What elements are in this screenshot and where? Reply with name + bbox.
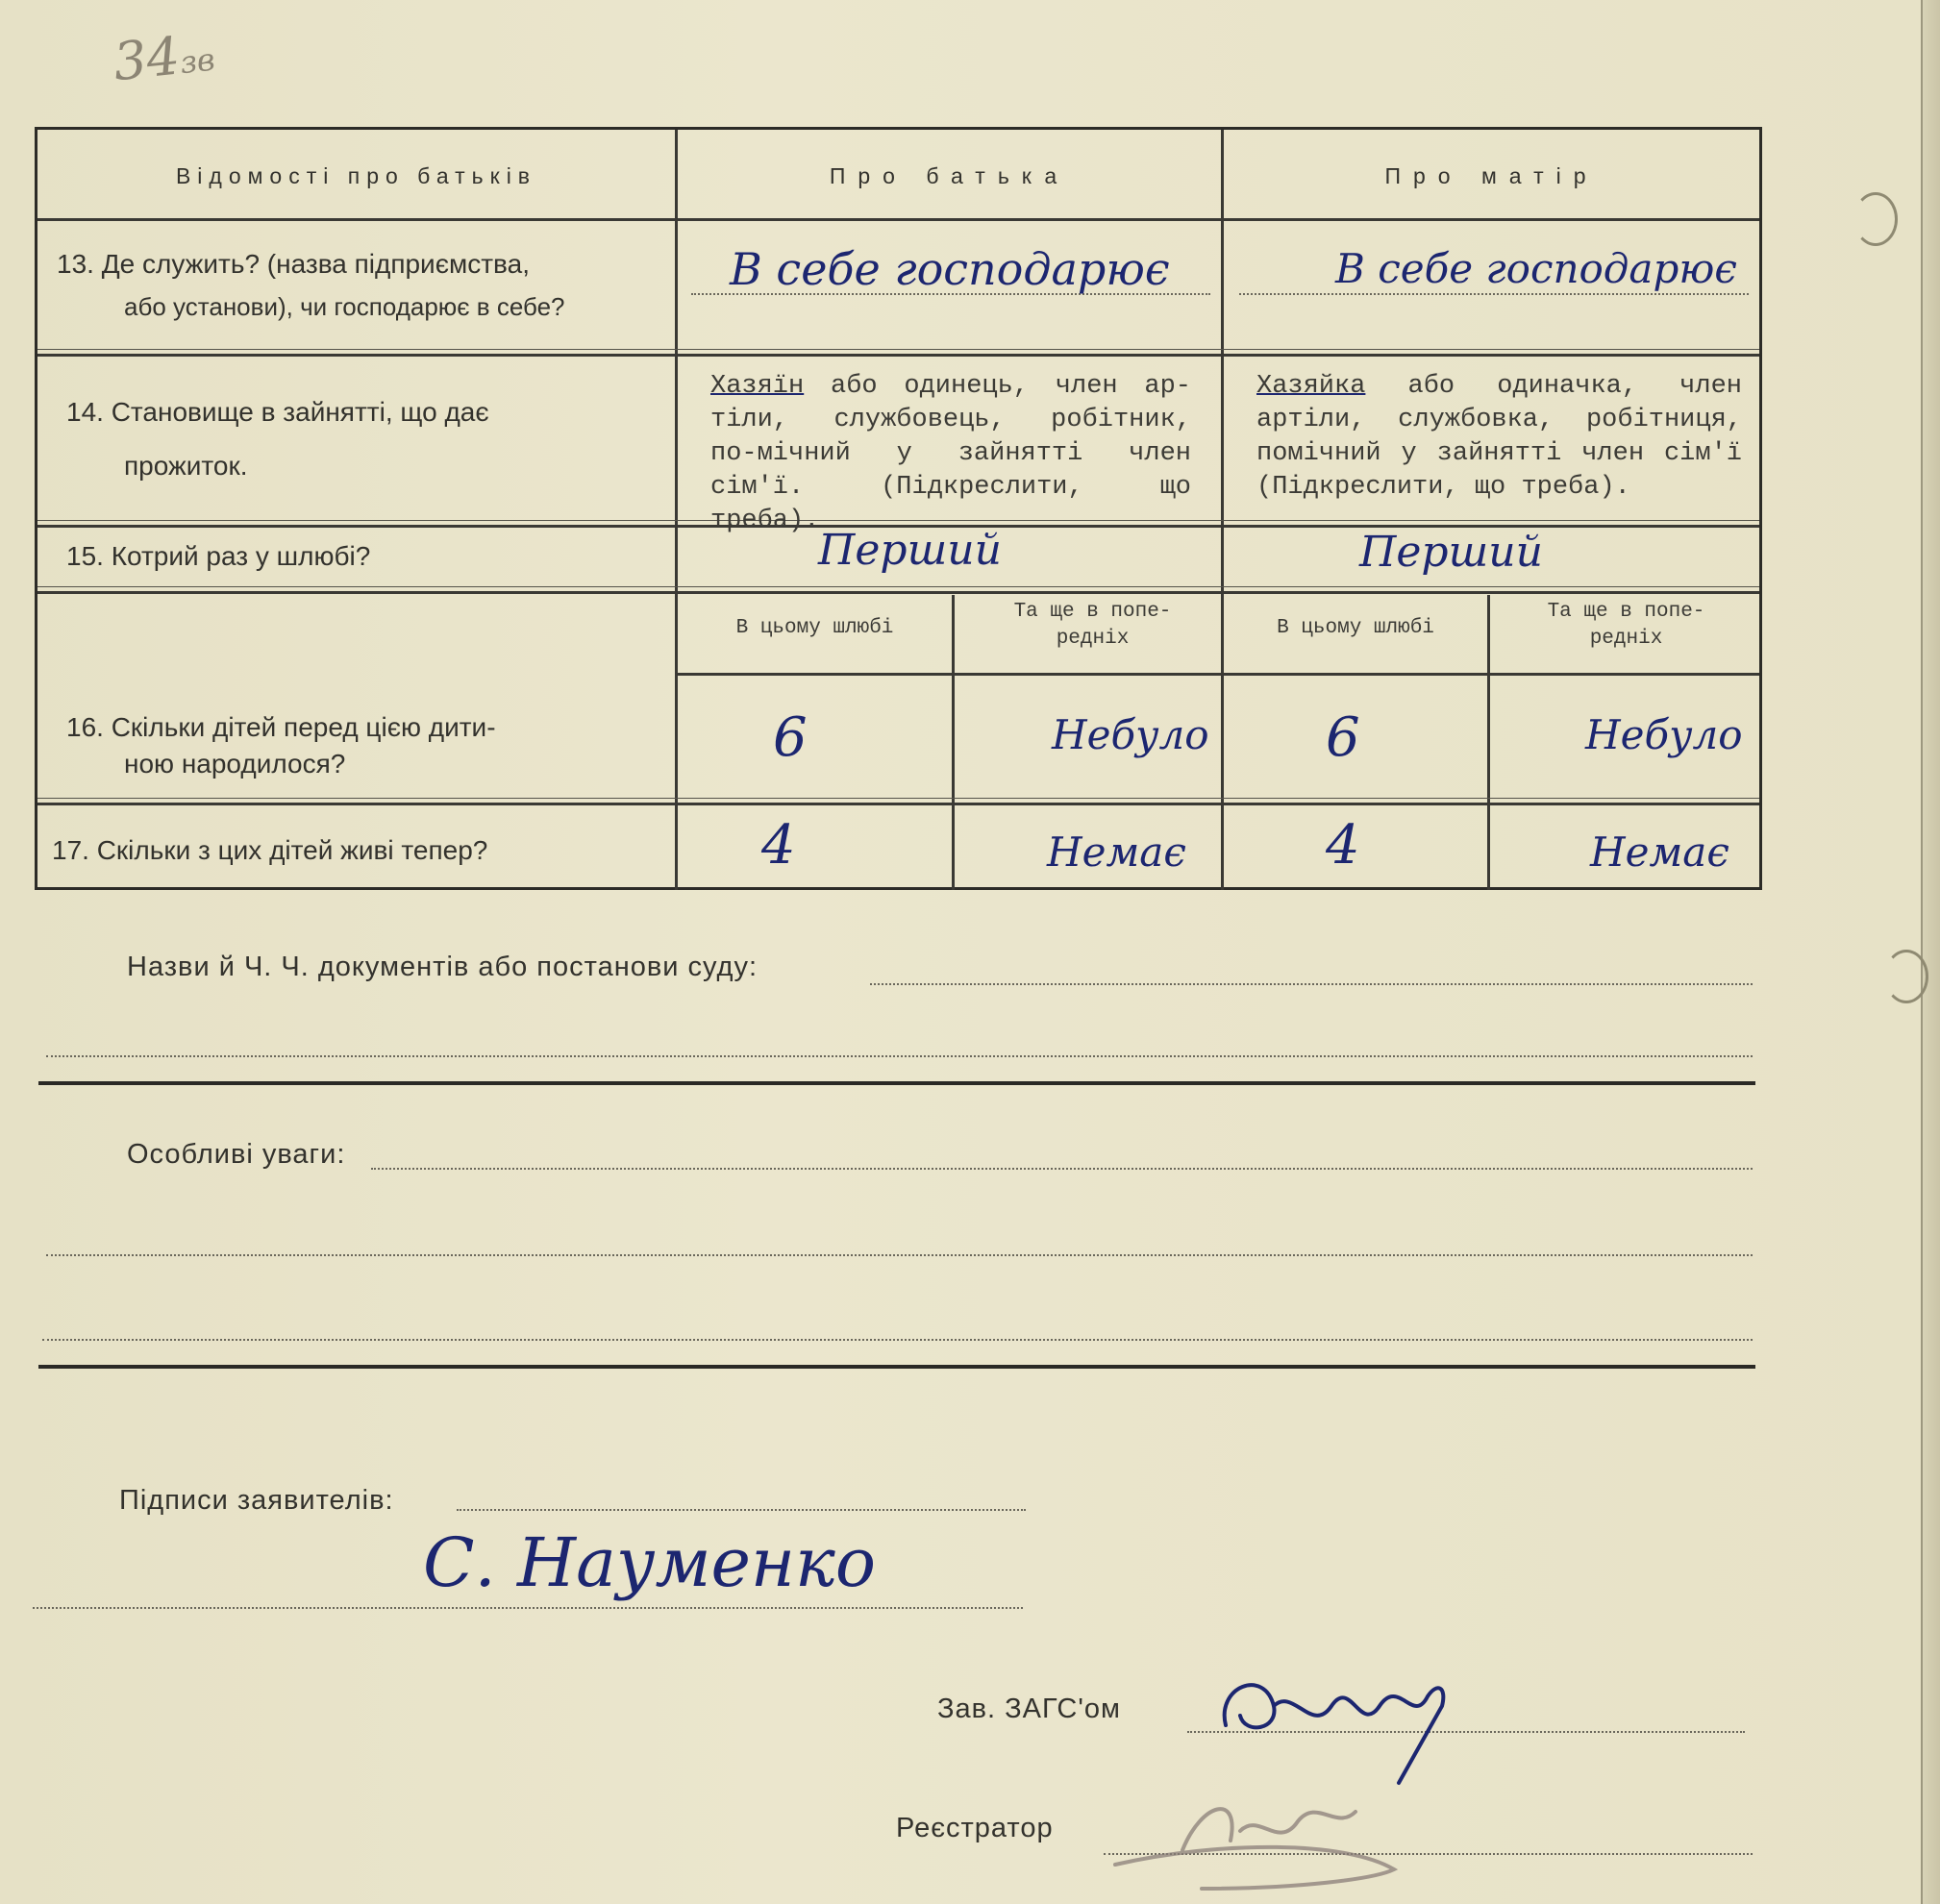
remarks-line bbox=[371, 1168, 1753, 1170]
q16-father-prev: Небуло bbox=[1052, 711, 1209, 758]
signature-line-2 bbox=[33, 1607, 1023, 1609]
q17-mother-prev: Немає bbox=[1590, 828, 1729, 876]
q13-line1: 13. Де служить? (назва підприємства, bbox=[57, 249, 530, 279]
registrar-signature bbox=[1106, 1773, 1509, 1903]
zags-head-signature bbox=[1206, 1648, 1495, 1793]
q14-line1: 14. Становище в зайнятті, що дає bbox=[66, 397, 489, 427]
subheader-mother-prev: Та ще в попе-редніх bbox=[1547, 601, 1705, 650]
subheader-father-this: В цьому шлюбі bbox=[735, 617, 894, 639]
q14-mother-rest: або одиначка, член артіли, службовка, робітниця, помічний у зайнятті член сім'ї (Підкреслити, що треба). bbox=[1256, 372, 1742, 502]
binder-hole bbox=[1853, 192, 1898, 246]
archive-number bbox=[111, 22, 217, 93]
q14-mother-options bbox=[1256, 370, 1742, 505]
q13-line2: або установи), чи господарює в себе? bbox=[124, 292, 565, 321]
q16-father-this: 6 bbox=[773, 706, 808, 769]
q15-question: 15. Котрий раз у шлюбі? bbox=[66, 541, 371, 571]
q14-line2: прожиток. bbox=[124, 451, 248, 481]
q16-question bbox=[66, 706, 672, 779]
archive-number-suffix: зв bbox=[178, 40, 217, 82]
archive-number-main: 34 bbox=[110, 25, 183, 93]
binder-hole bbox=[1884, 950, 1928, 1003]
subheader-father-prev: Та ще в попе-редніх bbox=[1013, 601, 1172, 650]
section-rule bbox=[38, 1365, 1755, 1369]
q14-father-options bbox=[710, 370, 1191, 538]
q13-question bbox=[57, 243, 672, 328]
signatures-label: Підписи заявителів: bbox=[119, 1485, 394, 1516]
q16-line1: 16. Скільки дітей перед цією дити- bbox=[66, 712, 496, 742]
q16-line2: ною народилося? bbox=[124, 749, 346, 779]
documents-label: Назви й Ч. Ч. документів або постанови суду: bbox=[127, 952, 759, 982]
subheader-mother-this: В цьому шлюбі bbox=[1277, 617, 1434, 639]
documents-line bbox=[870, 983, 1753, 985]
q14-father-underlined: Хазяїн bbox=[710, 372, 805, 401]
registrar-label: Реєстратор bbox=[896, 1813, 1054, 1843]
zags-head-label: Зав. ЗАГС'ом bbox=[937, 1694, 1121, 1724]
q13-mother-answer: В себе господарює bbox=[1335, 245, 1737, 292]
q17-father-this: 4 bbox=[761, 814, 796, 877]
q15-father-answer: Перший bbox=[818, 526, 1002, 575]
q14-mother-underlined: Хазяйка bbox=[1256, 372, 1366, 401]
remarks-line-2 bbox=[46, 1254, 1753, 1256]
applicant-signature: С. Науменко bbox=[423, 1523, 876, 1602]
q16-mother-this: 6 bbox=[1326, 706, 1360, 769]
parents-table bbox=[35, 127, 1762, 890]
q17-question: 17. Скільки з цих дітей живі тепер? bbox=[52, 835, 488, 865]
header-about-father: Про батька bbox=[829, 163, 1070, 188]
q17-mother-this: 4 bbox=[1326, 814, 1360, 877]
q17-father-prev: Немає bbox=[1047, 828, 1186, 876]
q16-mother-prev: Небуло bbox=[1585, 711, 1743, 758]
q13-father-answer: В себе господарює bbox=[730, 243, 1170, 295]
documents-line-2 bbox=[46, 1055, 1753, 1057]
remarks-line-3 bbox=[42, 1339, 1753, 1341]
section-rule bbox=[38, 1081, 1755, 1085]
signature-line bbox=[457, 1509, 1026, 1511]
q14-father-rest: або одинець, член ар-тіли, службовець, робітник, по-мічний у зайнятті член сім'ї. (Підкреслити, що треба). bbox=[710, 372, 1191, 535]
q14-question bbox=[66, 391, 662, 487]
header-about-parents: Відомості про батьків bbox=[175, 163, 537, 188]
page-edge bbox=[1921, 0, 1940, 1904]
remarks-label: Особливі уваги: bbox=[127, 1139, 346, 1170]
header-about-mother: Про матір bbox=[1384, 163, 1599, 188]
q15-mother-answer: Перший bbox=[1359, 528, 1543, 577]
